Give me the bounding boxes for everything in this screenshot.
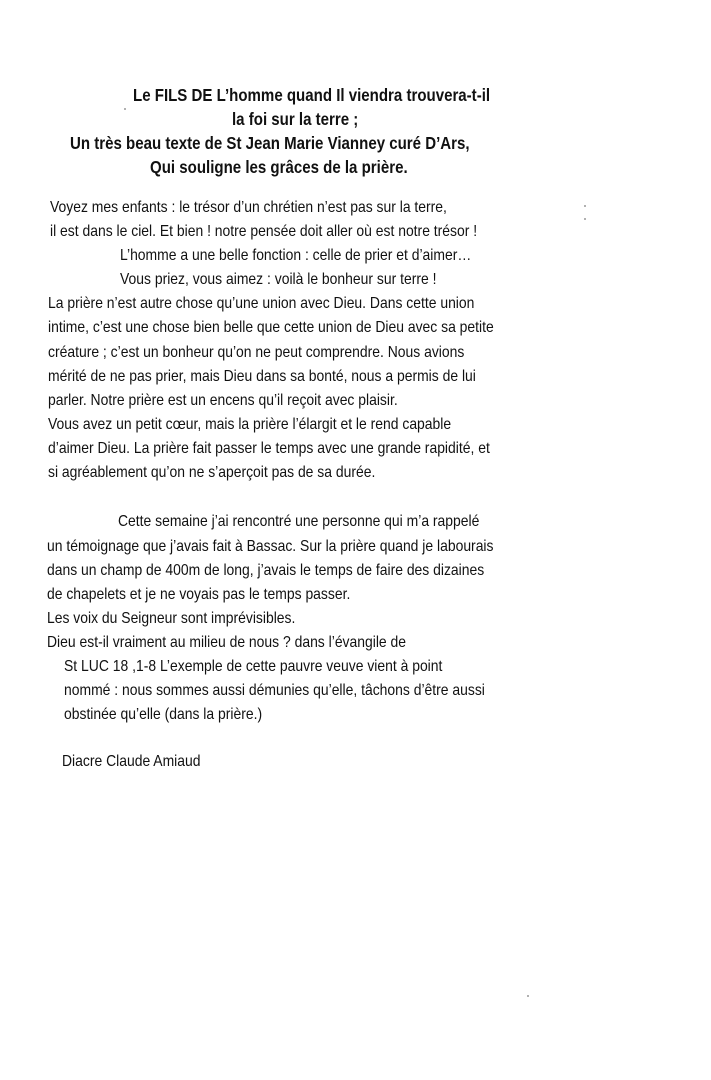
- text-line: mérité de ne pas prier, mais Dieu dans sa bonté, nous a permis de lui: [48, 368, 476, 385]
- title-line: Qui souligne les grâces de la prière.: [150, 157, 408, 177]
- title-line: Un très beau texte de St Jean Marie Vianney curé D’Ars,: [70, 133, 470, 153]
- text-line: il est dans le ciel. Et bien ! notre pensée doit aller où est notre trésor !: [50, 223, 478, 240]
- text-line: Vous avez un petit cœur, mais la prière l’élargit et le rend capable: [48, 416, 452, 433]
- text-line: Les voix du Seigneur sont imprévisibles.: [47, 610, 296, 627]
- text-line: Vous priez, vous aimez : voilà le bonheur sur terre !: [120, 271, 437, 288]
- text-line: un témoignage que j’avais fait à Bassac. Sur la prière quand je labourais: [47, 538, 494, 555]
- text-line: La prière n’est autre chose qu’une union avec Dieu. Dans cette union: [48, 295, 475, 312]
- text-line: St LUC 18 ,1-8 L’exemple de cette pauvre veuve vient à point: [64, 658, 443, 675]
- scan-speck: [527, 995, 529, 997]
- text-line: de chapelets et je ne voyais pas le temps passer.: [47, 586, 351, 603]
- text-line: dans un champ de 400m de long, j’avais le temps de faire des dizaines: [47, 562, 485, 579]
- scan-speck: [584, 218, 586, 220]
- signature: Diacre Claude Amiaud: [62, 753, 201, 770]
- title-line: la foi sur la terre ;: [232, 109, 359, 129]
- text-line: nommé : nous sommes aussi démunies qu’elle, tâchons d’être aussi: [64, 682, 485, 699]
- text-line: Voyez mes enfants : le trésor d’un chrétien n’est pas sur la terre,: [50, 199, 447, 216]
- text-line: si agréablement qu’on ne s’aperçoit pas de sa durée.: [48, 464, 376, 481]
- text-line: L’homme a une belle fonction : celle de prier et d’aimer…: [120, 247, 472, 264]
- scan-speck: [124, 108, 126, 110]
- text-line: créature ; c’est un bonheur qu’on ne peut comprendre. Nous avions: [48, 344, 465, 361]
- text-line: intime, c’est une chose bien belle que cette union de Dieu avec sa petite: [48, 319, 494, 336]
- text-line: Cette semaine j’ai rencontré une personne qui m’a rappelé: [118, 513, 480, 530]
- text-line: parler. Notre prière est un encens qu’il reçoit avec plaisir.: [48, 392, 398, 409]
- text-line: d’aimer Dieu. La prière fait passer le temps avec une grande rapidité, et: [48, 440, 490, 457]
- text-line: obstinée qu’elle (dans la prière.): [64, 706, 263, 723]
- text-line: Dieu est-il vraiment au milieu de nous ? dans l’évangile de: [47, 634, 407, 651]
- scan-speck: [584, 205, 586, 207]
- title-line: Le FILS DE L’homme quand Il viendra trouvera-t-il: [133, 85, 491, 105]
